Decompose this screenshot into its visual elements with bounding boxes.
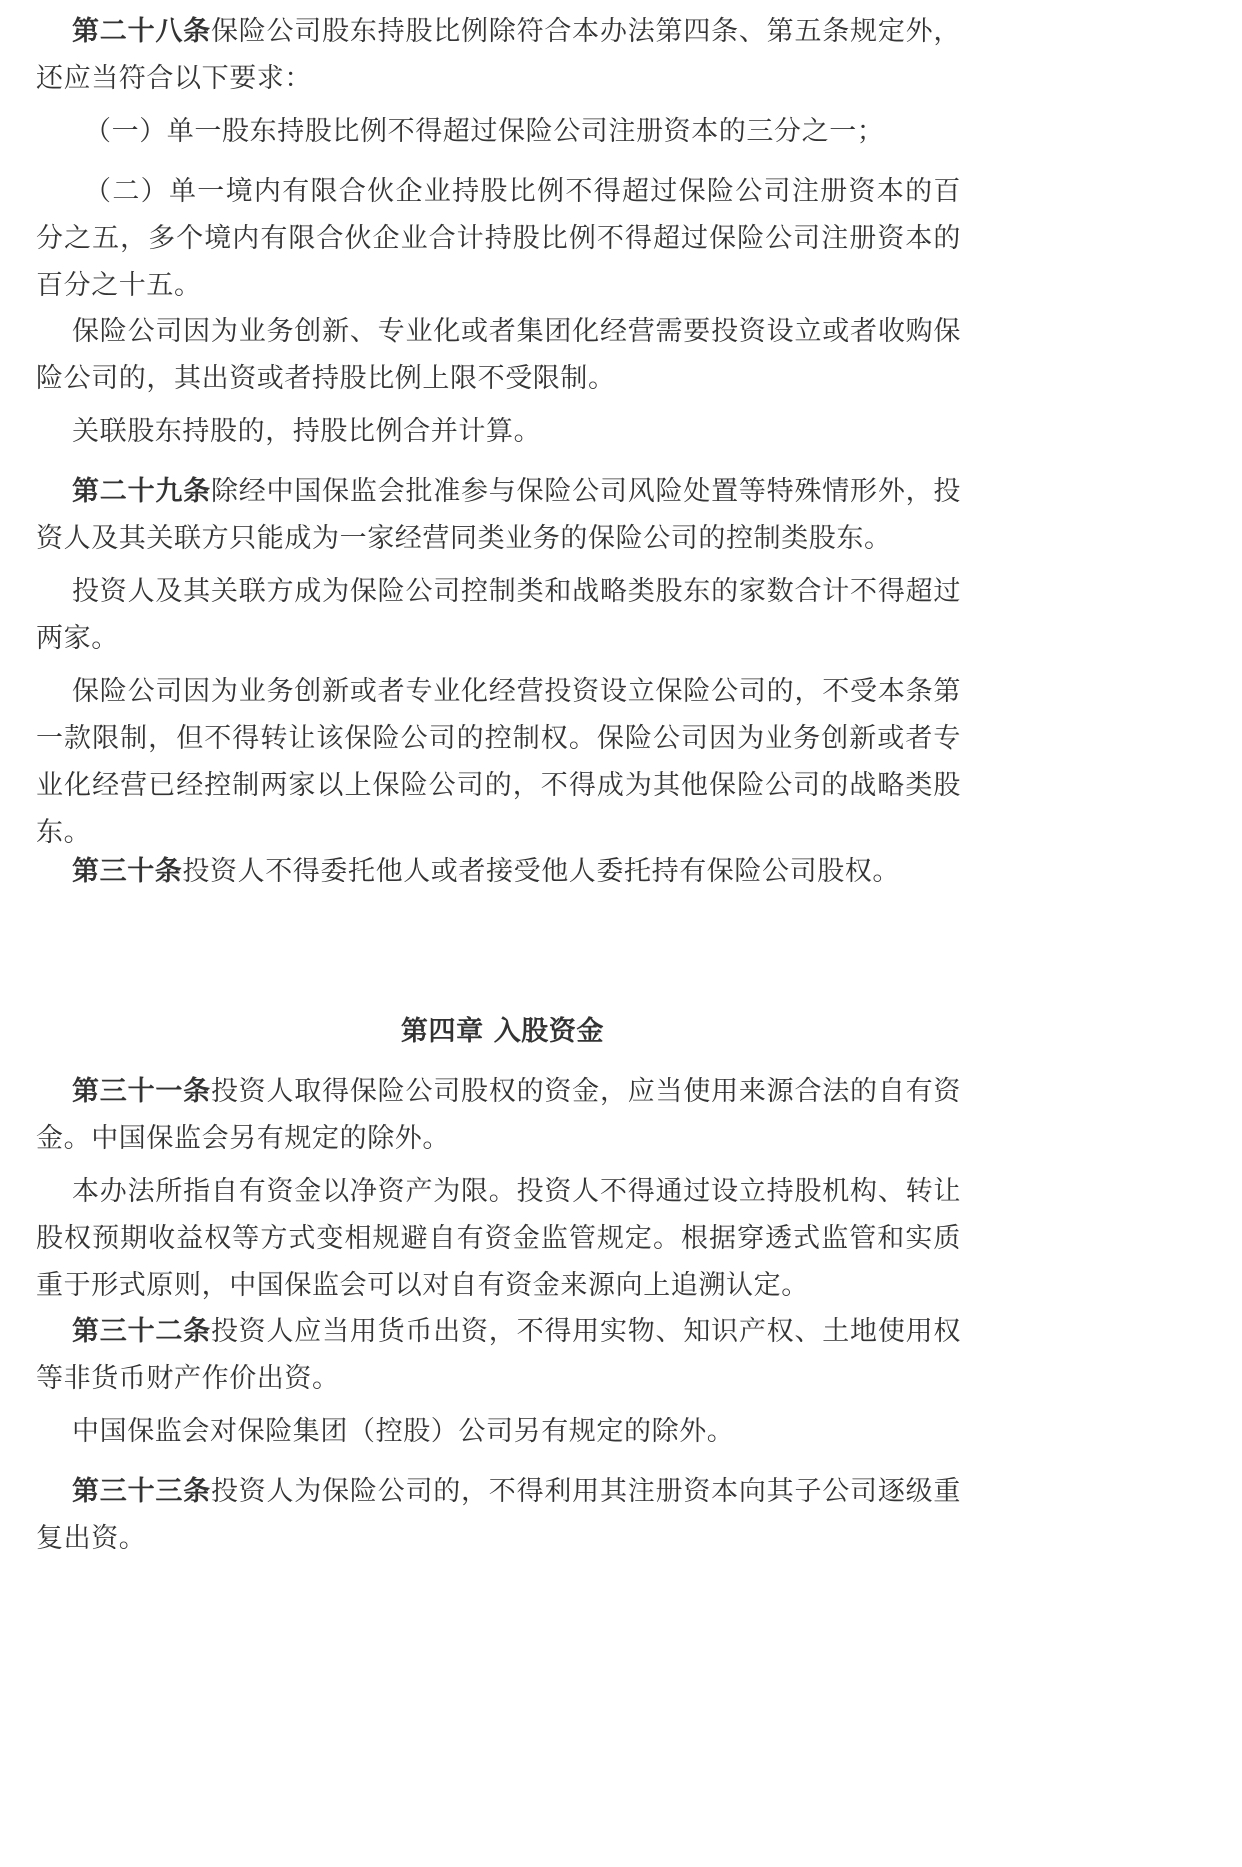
article-32 xyxy=(36,1308,961,1402)
paragraph-control-rights: 保险公司因为业务创新或者专业化经营投资设立保险公司的，不受本条第一款限制，但不得转让该保险公司的控制权。保险公司因为业务创新或者专业化经营已经控制两家以上保险公司的，不得成为其他保险公司的战略类股东。 xyxy=(36,676,961,848)
article-32-label: 第三十二条 xyxy=(72,1316,211,1347)
article-33 xyxy=(36,1468,961,1562)
article-29 xyxy=(36,468,961,562)
article-30-label: 第三十条 xyxy=(72,856,183,887)
article-31 xyxy=(36,1068,961,1162)
article-30 xyxy=(36,848,961,895)
paragraph-innovation: 保险公司因为业务创新、专业化或者集团化经营需要投资设立或者收购保险公司的，其出资或者持股比例上限不受限制。 xyxy=(36,316,961,394)
article-33-text: 投资人为保险公司的，不得利用其注册资本向其子公司逐级重复出资。 xyxy=(36,1476,961,1554)
article-29-label: 第二十九条 xyxy=(72,476,211,507)
paragraph-related-shareholders: 关联股东持股的，持股比例合并计算。 xyxy=(72,416,542,447)
article-28 xyxy=(36,8,961,102)
paragraph-group-exception: 中国保监会对保险集团（控股）公司另有规定的除外。 xyxy=(72,1416,735,1447)
article-32-text: 投资人应当用货币出资，不得用实物、知识产权、土地使用权等非货币财产作价出资。 xyxy=(36,1316,961,1394)
article-28-item-1: （一）单一股东持股比例不得超过保险公司注册资本的三分之一； xyxy=(84,116,885,147)
article-28-item-2: （二）单一境内有限合伙企业持股比例不得超过保险公司注册资本的百分之五，多个境内有限合伙企业合计持股比例不得超过保险公司注册资本的百分之十五。 xyxy=(36,176,961,301)
chapter-4-heading: 第四章 入股资金 xyxy=(400,1016,605,1047)
article-28-label: 第二十八条 xyxy=(72,16,211,47)
paragraph-own-funds: 本办法所指自有资金以净资产为限。投资人不得通过设立持股机构、转让股权预期收益权等方式变相规避自有资金监管规定。根据穿透式监管和实质重于形式原则，中国保监会可以对自有资金来源向上追溯认定。 xyxy=(36,1176,961,1301)
article-28-text: 保险公司股东持股比例除符合本办法第四条、第五条规定外，还应当符合以下要求： xyxy=(36,16,961,94)
article-31-text: 投资人取得保险公司股权的资金，应当使用来源合法的自有资金。中国保监会另有规定的除外。 xyxy=(36,1076,961,1154)
article-30-text: 投资人不得委托他人或者接受他人委托持有保险公司股权。 xyxy=(182,856,901,887)
article-33-label: 第三十三条 xyxy=(72,1476,211,1507)
article-29-text: 除经中国保监会批准参与保险公司风险处置等特殊情形外，投资人及其关联方只能成为一家经营同类业务的保险公司的控制类股东。 xyxy=(36,476,961,554)
article-31-label: 第三十一条 xyxy=(72,1076,211,1107)
paragraph-two-firms: 投资人及其关联方成为保险公司控制类和战略类股东的家数合计不得超过两家。 xyxy=(36,576,961,654)
